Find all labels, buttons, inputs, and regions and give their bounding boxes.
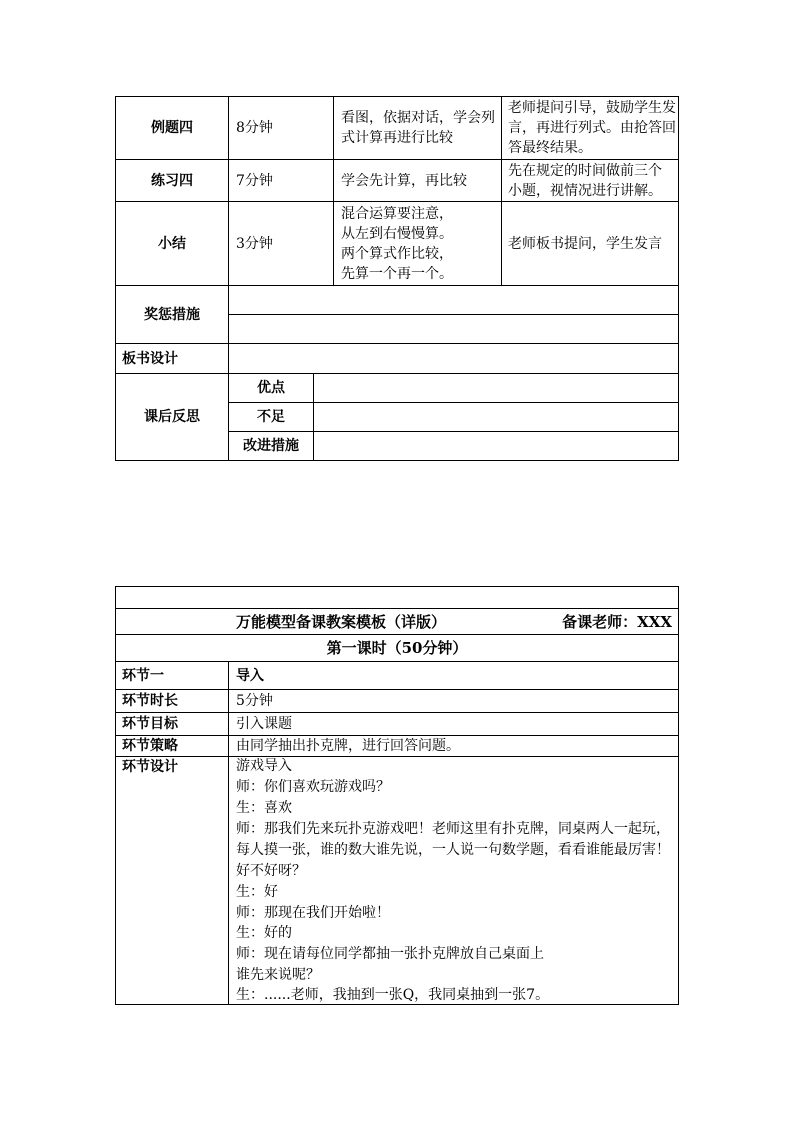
teacher-text: 备课老师：XXX [562, 612, 672, 631]
content-line: 混合运算要注意， [341, 205, 453, 222]
row-label [122, 736, 226, 756]
reward-label-cell [116, 286, 228, 343]
design-line: 师：现在请每位同学都抽一张扑克牌放自己桌面上 [236, 946, 544, 962]
design-line: 谁先来说呢？ [236, 967, 320, 983]
row-value [236, 690, 676, 712]
design-line: 生：喜欢 [236, 800, 292, 816]
time-label: 7分钟 [236, 172, 273, 189]
method-line: 先在规定的时间做前三个 [508, 162, 662, 179]
reflection-item [229, 432, 313, 460]
reflection-label: 课后反思 [144, 409, 200, 425]
board-label: 板书设计 [122, 350, 178, 367]
row-label-text: 环节策略 [122, 738, 178, 754]
reflection-item [229, 403, 313, 431]
reward-label: 奖惩措施 [144, 306, 200, 323]
method-line: 老师提问引导，鼓励学生发 [508, 100, 676, 116]
content-line: 先算一个再一个。 [341, 265, 453, 282]
template-title-text: 万能模型备课教案模板（详版） [236, 612, 447, 631]
design-line: 生：好 [236, 884, 278, 900]
row-label-text: 环节时长 [122, 693, 178, 709]
row-label [122, 662, 226, 689]
template-title [236, 609, 476, 634]
method-cell [508, 160, 676, 201]
design-line: 每人摸一张，谁的数大谁先说，一人说一句数学题，看看谁能最厉害！ [236, 842, 670, 858]
design-line: 师：那我们先来玩扑克游戏吧！老师这里有扑克牌，同桌两人一起玩， [236, 821, 670, 837]
stage-cell [116, 97, 228, 159]
row-value-text: 引入课题 [236, 716, 292, 732]
time-cell [236, 202, 332, 285]
design-line: 师：那现在我们开始啦！ [236, 905, 390, 921]
method-cell [508, 202, 676, 285]
design-line: 生：......老师，我抽到一张Q，我同桌抽到一张7。 [236, 987, 550, 1003]
row-value [236, 713, 676, 735]
method-cell [508, 97, 676, 159]
stage-label: 小结 [158, 235, 186, 252]
method-line: 答最终结果。 [508, 140, 592, 156]
design-line: 师：你们喜欢玩游戏吗？ [236, 779, 390, 795]
design-line: 生：好的 [236, 925, 292, 941]
row-label-text: 环节目标 [122, 716, 178, 732]
row-value-text: 5分钟 [236, 693, 273, 709]
reflection-label-cell [116, 374, 228, 460]
row-label-text: 环节一 [122, 667, 164, 684]
row-label [122, 690, 226, 712]
stage-label: 练习四 [151, 172, 193, 189]
content-cell [341, 97, 499, 159]
row-value-text: 导入 [236, 667, 264, 684]
teacher-label [520, 609, 672, 634]
method-line: 言，再进行列式。由抢答回 [508, 120, 676, 136]
stage-label: 例题四 [151, 120, 193, 136]
content-cell [341, 202, 499, 285]
board-label-cell [122, 344, 226, 373]
design-label-text: 环节设计 [122, 759, 178, 775]
method-line: 小题，视情况进行讲解。 [508, 182, 662, 199]
row-value-text: 由同学抽出扑克牌，进行回答问题。 [236, 738, 460, 754]
period-title [116, 635, 678, 661]
row-value [236, 662, 676, 689]
strengths-label: 优点 [257, 380, 285, 396]
content-line: 学会先计算，再比较 [341, 172, 467, 189]
content-line: 两个算式作比较， [341, 245, 453, 262]
design-line: 游戏导入 [236, 758, 292, 774]
row-value [236, 736, 676, 756]
weaknesses-label: 不足 [257, 409, 285, 425]
content-line: 式计算再进行比较 [341, 130, 453, 146]
time-label: 8分钟 [236, 120, 273, 136]
design-line: 好不好呀？ [236, 863, 306, 879]
content-cell [341, 160, 499, 201]
period-text: 第一课时（50分钟） [326, 639, 468, 657]
stage-cell [116, 202, 228, 285]
time-label: 3分钟 [236, 235, 273, 252]
stage-cell [116, 160, 228, 201]
row-label [122, 713, 226, 735]
content-line: 看图，依据对话，学会列 [341, 110, 495, 126]
improvements-label: 改进措施 [243, 438, 299, 454]
reflection-item [229, 374, 313, 402]
time-cell [236, 97, 332, 159]
design-label [122, 757, 178, 777]
method-line: 老师板书提问，学生发言 [508, 235, 662, 252]
time-cell [236, 160, 332, 201]
content-line: 从左到右慢慢算。 [341, 225, 453, 242]
